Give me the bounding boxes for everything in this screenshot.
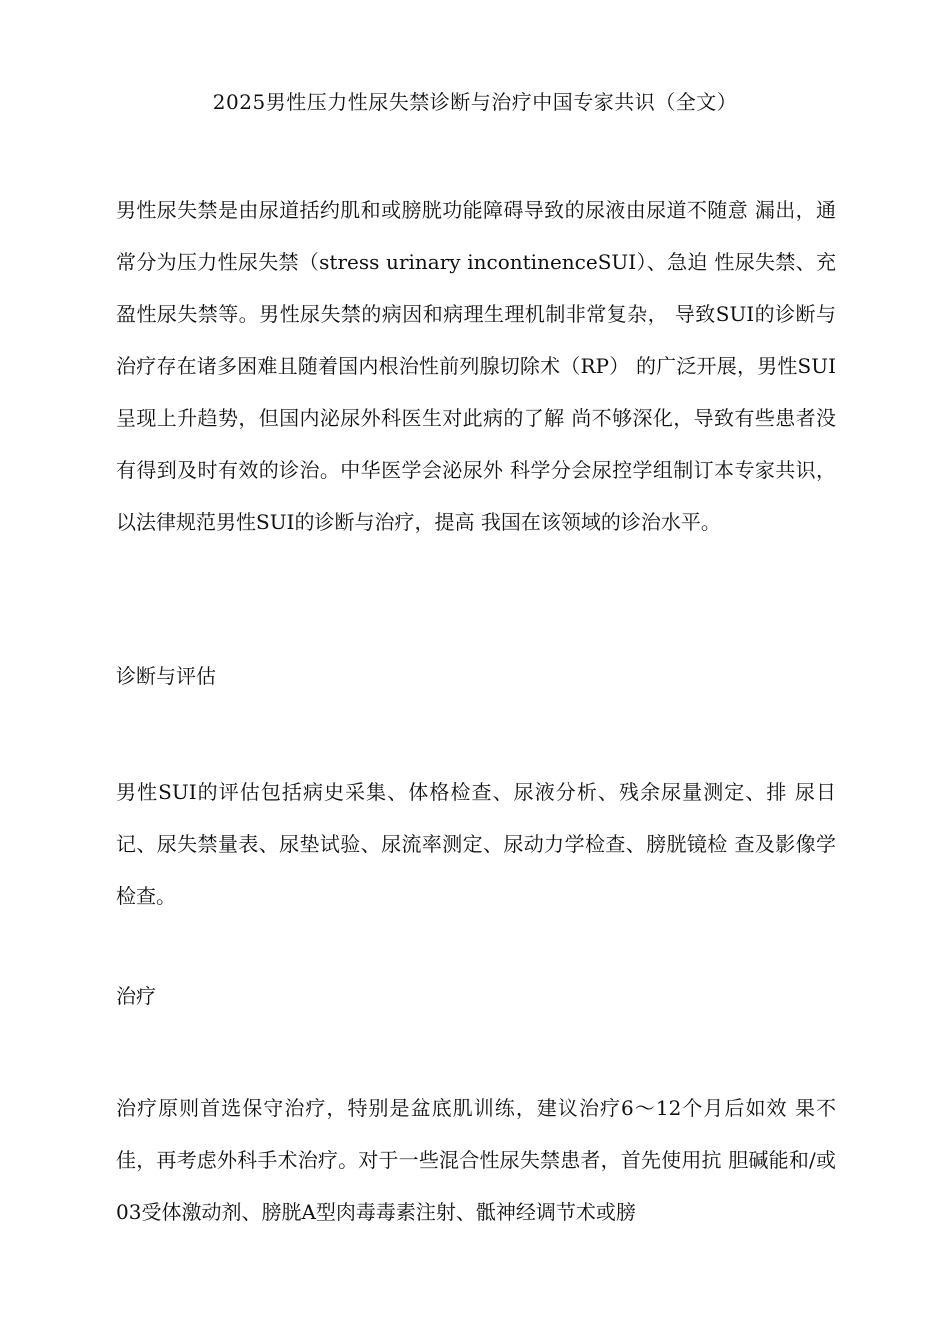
section-heading-diagnosis: 诊断与评估 [116,664,216,688]
document-title: 2025男性压力性尿失禁诊断与治疗中国专家共识（全文） [212,90,738,114]
diagnosis-paragraph: 男性SUI的评估包括病史采集、体格检查、尿液分析、残余尿量测定、排 尿日记、尿失禁量表、尿垫试验、尿流率测定、尿动力学检查、膀胱镜检 查及影像学检查。 [116,780,836,908]
intro-paragraph: 男性尿失禁是由尿道括约肌和或膀胱功能障碍导致的尿液由尿道不随意 漏出，通常分为压力性尿失禁（stress urinary incontinenceSUI）、急迫 性尿失禁、充盈性尿失禁等。男性尿失禁的病因和病理生理机制非常复杂， 导致SUI的诊断与治疗存在诸多困难且随着国内根治性前列腺切除术（RP） 的广泛开展，男性SUI呈现上升趋势，但国内泌尿外科医生对此病的了解 尚不够深化，导致有些患者没有得到及时有效的诊治。中华医学会泌尿外 科学分会尿控学组制订本专家共识，以法律规范男性SUI的诊断与治疗，提高 我国在该领域的诊治水平。 [116,198,836,534]
treatment-paragraph: 治疗原则首选保守治疗，特别是盆底肌训练，建议治疗6〜12个月后如效 果不佳，再考虑外科手术治疗。对于一些混合性尿失禁患者，首先使用抗 胆碱能和/或03受体激动剂、膀胱A型肉毒毒素注射、骶神经调节术或膀 [116,1096,836,1224]
section-heading-treatment: 治疗 [116,984,156,1008]
